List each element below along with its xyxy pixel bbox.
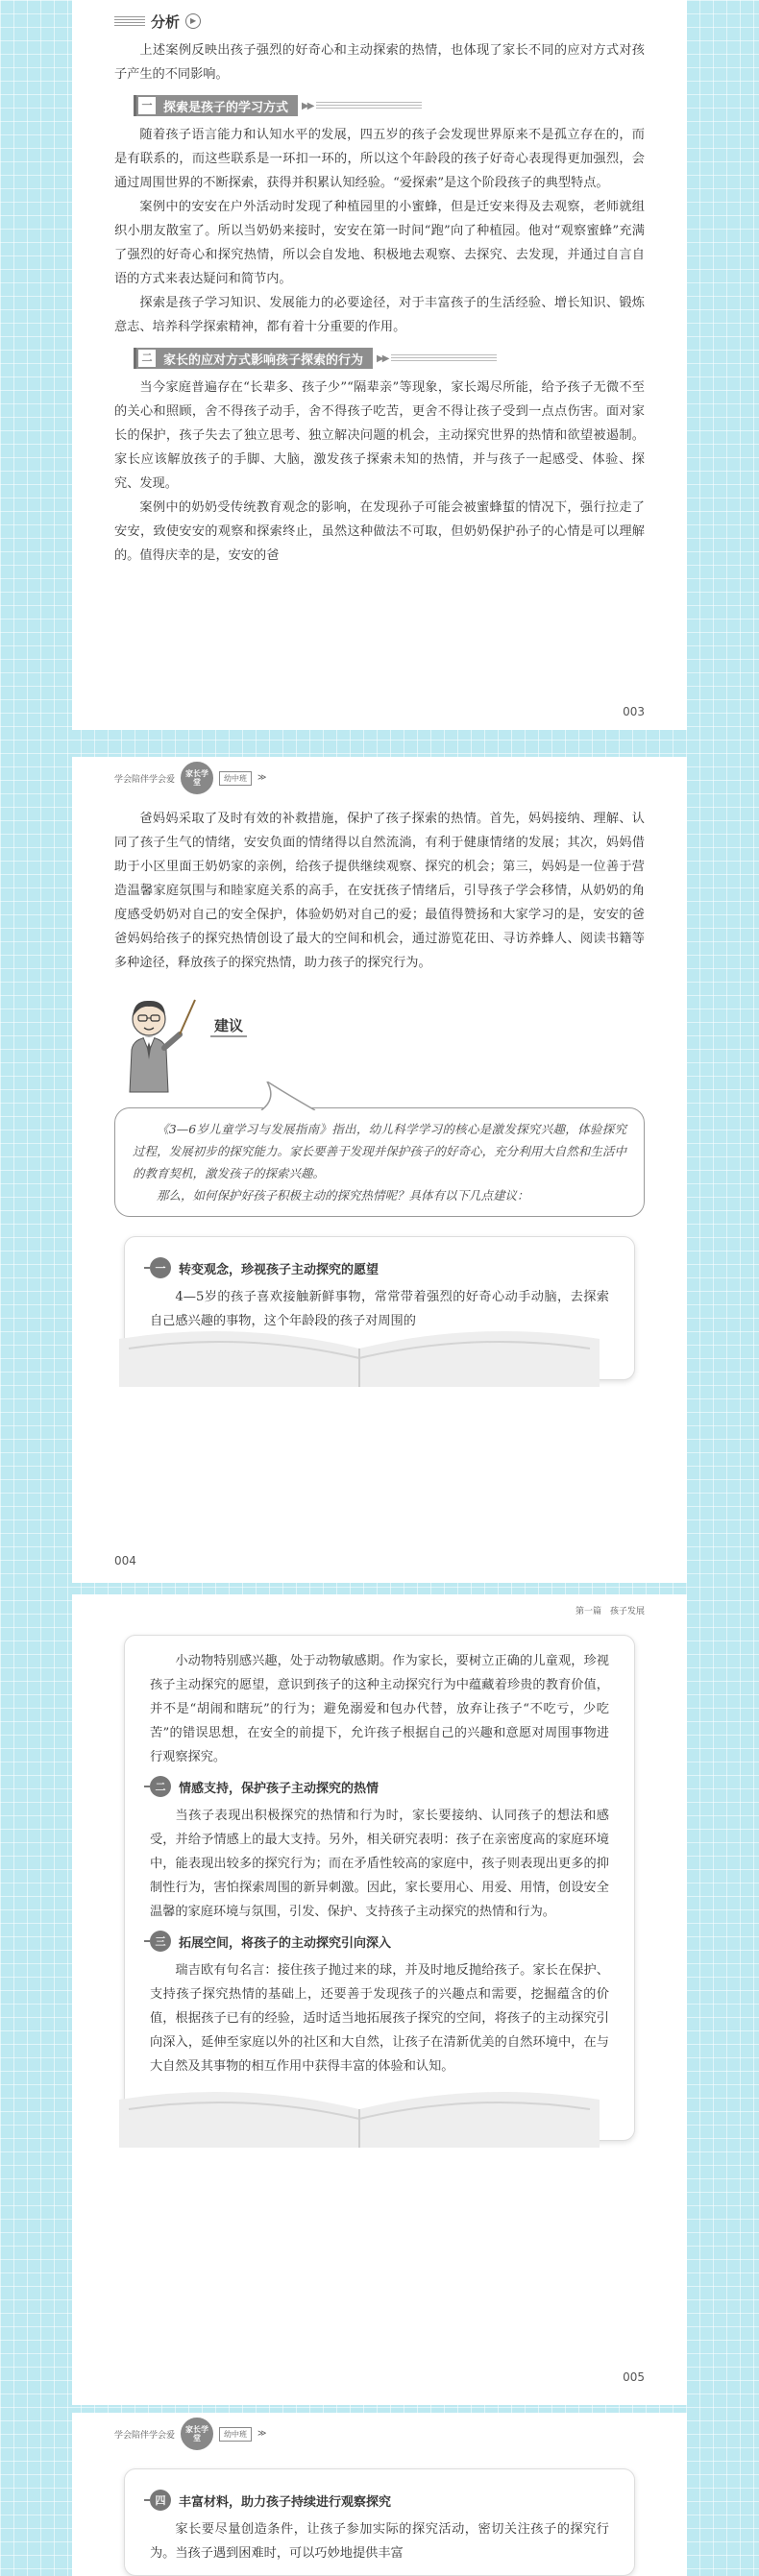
tip-paragraph: 当孩子表现出积极探究的热情和行为时，家长要接纳、认同孩子的想法和感受，并给予情感上的最大支持。另外，相关研究表明：孩子在亲密度高的家庭环境中，能表现出较多的探究行为；而在矛盾性较高的家庭中，孩子则表现出更多的抑制性行为，害怕探索周围的新异刺激。因此，家长要用心、用爱、用情，创设安全温馨的家庭环境与氛围，引发、保护、支持孩子主动探究的热情和行为。 bbox=[150, 1809, 609, 1919]
heading-lines-decoration bbox=[391, 354, 497, 362]
running-header bbox=[114, 757, 645, 799]
paragraph: 案例中的奶奶受传统教育观念的影响，在发现孙子可能会被蜜蜂蜇的情况下，强行拉走了安安，致使安安的观察和探索终止，虽然这种做法不可取，但奶奶保护孙子的心情是可以理解的。值得庆幸的是，安安的爸 bbox=[114, 500, 645, 563]
speech-tail-icon bbox=[259, 1081, 317, 1110]
tips-book-panel bbox=[124, 1236, 635, 1380]
bubble-paragraph: 《3—6岁儿童学习与发展指南》指出，幼儿科学学习的核心是激发探究兴趣，体验探究过程，发展初步的探究能力。家长要善于发现并保护孩子的好奇心，充分利用大自然和生活中的教育契机，激发孩子的探索兴趣。 bbox=[133, 1122, 626, 1180]
advice-header bbox=[114, 992, 645, 1107]
advice-speech-bubble bbox=[114, 1107, 645, 1217]
series-badge: 家长学堂 bbox=[181, 2418, 213, 2450]
tip-heading-1 bbox=[150, 1254, 609, 1281]
paragraph: 随着孩子语言能力和认知水平的发展，四五岁的孩子会发现世界原来不是孤立存在的，而是有联系的，而这些联系是一环扣一环的，所以这个年龄段的孩子好奇心表现得更加强烈，会通过周围世界的不断探索，获得并积累认知经验。“爱探索”是这个阶段孩子的典型特点。 bbox=[114, 128, 645, 190]
tip-title: 转变观念，珍视孩子主动探究的愿望 bbox=[179, 1262, 380, 1277]
page-005 bbox=[72, 1594, 687, 2405]
tip-title: 丰富材料，助力孩子持续进行观察探究 bbox=[179, 2494, 392, 2510]
heading-lines-decoration bbox=[316, 102, 422, 109]
tip-paragraph: 4—5岁的孩子喜欢接触新鲜事物，常常带着强烈的好奇心动手动脑，去探索自己感兴趣的事物，这个年龄段的孩子对周围的 bbox=[150, 1290, 609, 1328]
paragraph: 案例中的安安在户外活动时发现了种植园里的小蜜蜂，但是迁安来得及去观察，老师就组织小朋友散室了。所以当奶奶来接时，安安在第一时间“跑”向了种植园。他对“观察蜜蜂”充满了强烈的好奇心和探究热情，所以会自发地、积极地去观察、去探究、去发现，并通过自言自语的方式来表达疑问和简节内。 bbox=[114, 200, 645, 286]
section-number: 一 bbox=[138, 97, 156, 114]
page-004 bbox=[72, 757, 687, 1583]
section-heading-2 bbox=[134, 347, 645, 370]
book-title: 学会陪伴学会爱 bbox=[114, 774, 176, 785]
section-title: 家长的应对方式影响孩子探索的行为 bbox=[163, 352, 364, 368]
running-header bbox=[114, 2413, 645, 2455]
tip-number: 四 bbox=[150, 2490, 171, 2511]
section-title: 探索是孩子的学习方式 bbox=[163, 100, 289, 115]
grade-tag: 幼中班 bbox=[219, 2427, 252, 2442]
paragraph: 探索是孩子学习知识、发展能力的必要途径，对于丰富孩子的生活经验、增长知识、锻炼意志、培养科学探索精神，都有着十分重要的作用。 bbox=[114, 296, 645, 334]
analysis-intro: 上述案例反映出孩子强烈的好奇心和主动探索的热情，也体现了家长不同的应对方式对孩子产生的不同影响。 bbox=[114, 43, 645, 82]
paragraph: 爸妈妈采取了及时有效的补救措施，保护了孩子探索的热情。首先，妈妈接纳、理解、认同了孩子生气的情绪，安安负面的情绪得以自然流淌，有利于健康情绪的发展；其次，妈妈借助于小区里面王奶奶家的亲例，给孩子提供继续观察、探究的机会；第三，妈妈是一位善于营造温馨家庭氛围与和睦家庭关系的高手，在安抚孩子情绪后，引导孩子学会移情，从奶奶的角度感受奶奶对自己的安全保护，体验奶奶对自己的爱；最值得赞扬和大家学习的是，安安的爸爸妈妈给孩子的探究热情创设了最大的空间和机会，通过游览花田、寻访养蜂人、阅读书籍等多种途径，释放孩子的探究热情，助力孩子的探究行为。 bbox=[114, 812, 645, 970]
running-header: 第一篇 孩子发展 bbox=[575, 1607, 645, 1616]
tip-paragraph: 家长要尽量创造条件，让孩子参加实际的探究活动，密切关注孩子的探究行为。当孩子遇到困难时，可以巧妙地提供丰富 bbox=[150, 2522, 609, 2561]
analysis-heading bbox=[114, 4, 645, 38]
double-chevron-icon: ≫ bbox=[257, 2429, 267, 2439]
series-badge: 家长学堂 bbox=[181, 762, 213, 794]
analysis-label: 分析 bbox=[151, 12, 181, 31]
page-number: 004 bbox=[114, 1554, 136, 1567]
advice-label: 建议 bbox=[210, 1015, 247, 1037]
tips-book-panel bbox=[124, 2468, 635, 2576]
play-icon: ▶ bbox=[185, 13, 201, 29]
bubble-paragraph: 那么，如何保护好孩子积极主动的探究热情呢？具体有以下几点建议： bbox=[157, 1188, 529, 1203]
tip-number: 三 bbox=[150, 1931, 171, 1952]
open-book-icon bbox=[119, 1320, 600, 1387]
arrow-right-icon: ▶▶ bbox=[377, 352, 388, 364]
tip-paragraph: 小动物特别感兴趣，处于动物敏感期。作为家长，要树立正确的儿童观，珍视孩子主动探究的愿望，意识到孩子的这种主动探究行为中蕴藏着珍贵的教育价值，并不是“胡闹和瞎玩”的行为；避免溺爱和包办代替，放弃让孩子“不吃亏，少吃苦”的错误思想，在安全的前提下，允许孩子根据自己的兴趣和意愿对周围事物进行观察探究。 bbox=[150, 1654, 609, 1764]
arrow-right-icon: ▶▶ bbox=[302, 100, 313, 111]
open-book-icon bbox=[119, 2080, 600, 2148]
page-003 bbox=[72, 0, 687, 730]
page-number: 005 bbox=[623, 2370, 645, 2384]
section-heading-1 bbox=[134, 94, 645, 117]
tip-title: 拓展空间，将孩子的主动探究引向深入 bbox=[179, 1935, 392, 1951]
paragraph: 当今家庭普遍存在“长辈多、孩子少”“隔辈亲”等现象，家长竭尽所能，给予孩子无微不至的关心和照顾，舍不得孩子动手，舍不得孩子吃苦，更舍不得让孩子受到一点点伤害。面对家长的保护，孩子失去了独立思考、独立解决问题的机会，主动探究世界的热情和欲望被遏制。家长应该解放孩子的手脚、大脑，激发孩子探索未知的热情，并与孩子一起感受、体验、探究、发现。 bbox=[114, 380, 645, 491]
tip-heading-4 bbox=[150, 2487, 609, 2514]
tip-heading-2 bbox=[150, 1773, 609, 1800]
heading-lines-decoration bbox=[114, 16, 145, 26]
grade-tag: 幼中班 bbox=[219, 771, 252, 786]
tip-paragraph: 瑞吉欧有句名言：接住孩子抛过来的球，并及时地反抛给孩子。家长在保护、支持孩子探究热情的基础上，还要善于发现孩子的兴趣点和需要，挖掘蕴含的价值，根据孩子已有的经验，适时适当地拓展孩子探究的空间，将孩子的主动探究引向深入，延伸至家庭以外的社区和大自然，让孩子在清新优美的自然环境中，在与大自然及其事物的相互作用中获得丰富的体验和认知。 bbox=[150, 1963, 609, 2074]
page-006 bbox=[72, 2413, 687, 2576]
tip-heading-3 bbox=[150, 1928, 609, 1955]
section-number: 二 bbox=[138, 350, 156, 367]
double-chevron-icon: ≫ bbox=[257, 773, 267, 783]
book-title: 学会陪伴学会爱 bbox=[114, 2430, 176, 2441]
teacher-illustration-icon bbox=[122, 992, 199, 1098]
tip-number: 一 bbox=[150, 1257, 171, 1278]
tip-number: 二 bbox=[150, 1776, 171, 1797]
section-title-box bbox=[134, 348, 373, 369]
tips-book-panel bbox=[124, 1635, 635, 2141]
tip-title: 情感支持，保护孩子主动探究的热情 bbox=[179, 1781, 380, 1796]
page-number: 003 bbox=[623, 705, 645, 718]
section-title-box bbox=[134, 95, 298, 116]
